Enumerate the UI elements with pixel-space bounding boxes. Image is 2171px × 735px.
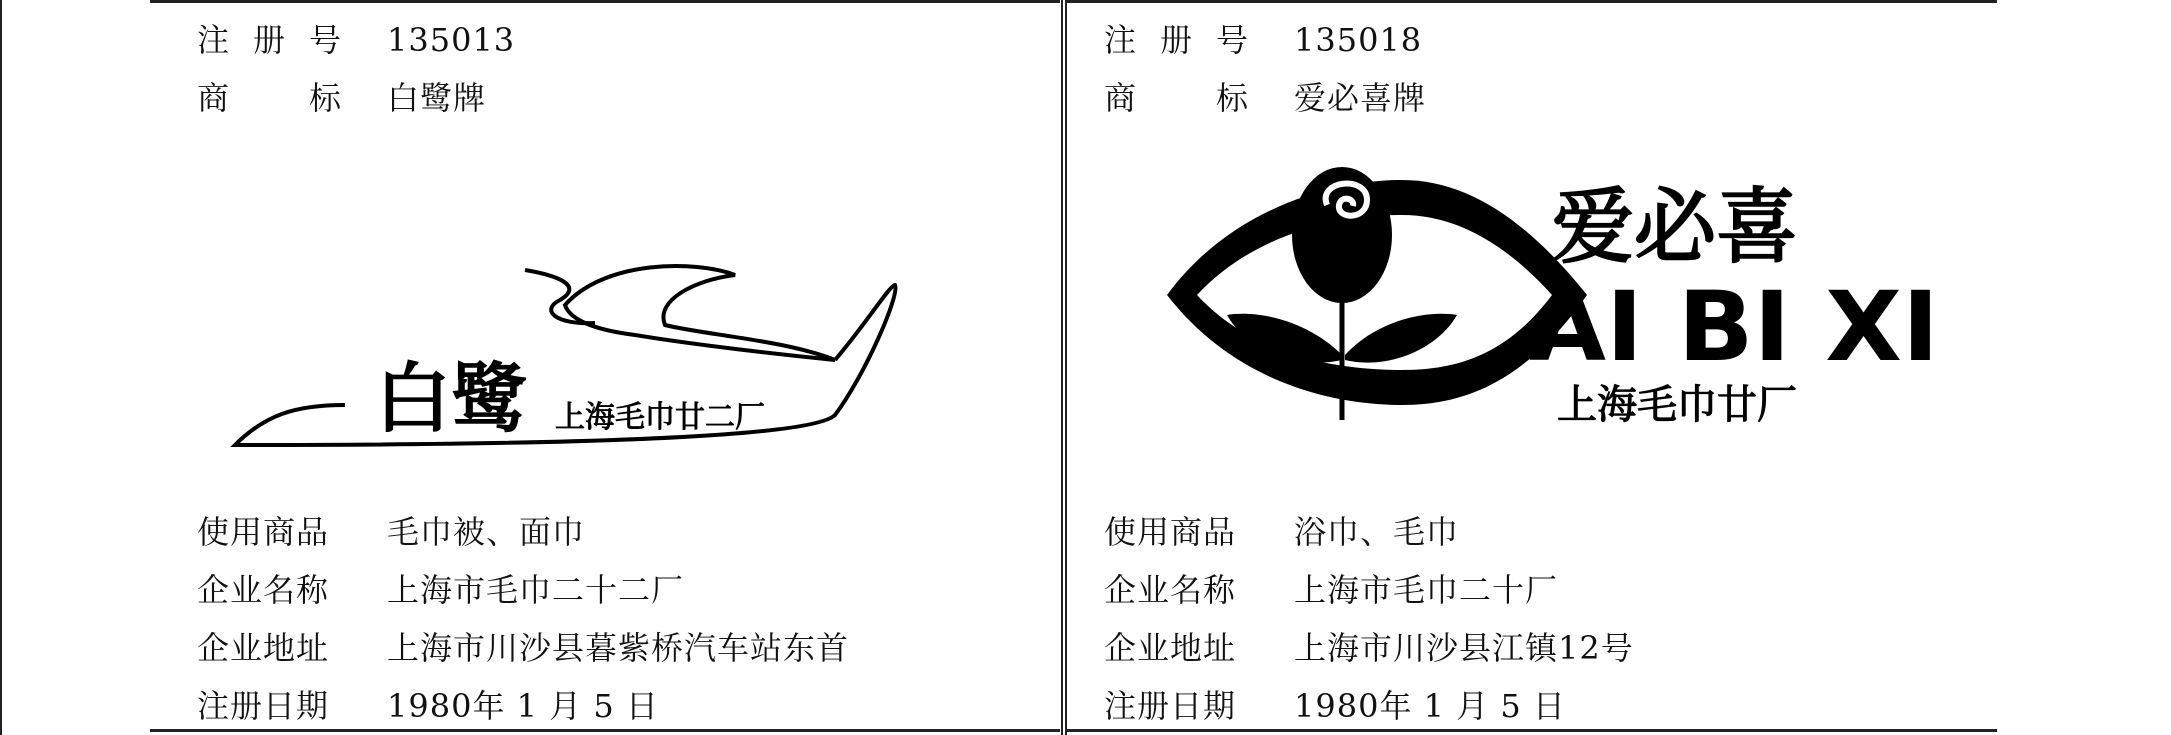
- goods-value: 浴巾、毛巾: [1294, 513, 1460, 551]
- address-value: 上海市川沙县江镇12号: [1294, 629, 1634, 667]
- reg-no-value: 135013: [387, 21, 516, 59]
- reg-date-value: 1980年 1 月 5 日: [387, 687, 659, 725]
- label-char: 商: [197, 79, 231, 117]
- goods-label: 使用商品: [1104, 513, 1237, 551]
- logo-factory-text: 上海毛巾廿厂: [1557, 382, 1797, 428]
- label-char: 注: [197, 21, 231, 59]
- address-label: 企业地址: [1104, 629, 1237, 667]
- company-label: 企业名称: [1104, 571, 1237, 609]
- label-char: 标: [1215, 79, 1249, 117]
- trademark-entry-right: [1067, 0, 2127, 735]
- label-char: 注: [1104, 21, 1138, 59]
- egret-logo: [225, 255, 915, 465]
- goods-value: 毛巾被、面巾: [387, 513, 586, 551]
- reg-no-label: [1104, 20, 1249, 60]
- logo-name-text: 白鹭: [375, 354, 527, 443]
- egret-logo-artwork: [225, 255, 915, 465]
- company-value: 上海市毛巾二十厂: [1294, 571, 1559, 609]
- reg-date-label: 注册日期: [197, 687, 330, 725]
- goods-label: 使用商品: [197, 513, 330, 551]
- trademark-label: [197, 78, 342, 118]
- label-char: 号: [308, 21, 342, 59]
- logo-pinyin-text: AI BI XI: [1529, 271, 1939, 383]
- company-value: 上海市毛巾二十二厂: [387, 571, 685, 609]
- aibixi-logo: [1167, 160, 1957, 430]
- trademark-value: 爱必喜牌: [1294, 79, 1427, 117]
- egret-wing-icon: [565, 266, 835, 360]
- label-char: 号: [1215, 21, 1249, 59]
- label-char: 册: [1159, 21, 1193, 59]
- trademark-entry-left: [0, 0, 1060, 735]
- logo-name-text: 爱必喜: [1552, 180, 1799, 275]
- reg-date-label: 注册日期: [1104, 687, 1237, 725]
- reg-no-value: 135018: [1294, 21, 1423, 59]
- egret-neck-icon: [525, 270, 595, 323]
- aibixi-logo-artwork: [1167, 160, 1957, 430]
- company-label: 企业名称: [197, 571, 330, 609]
- address-label: 企业地址: [197, 629, 330, 667]
- reg-no-label: [197, 20, 342, 60]
- rose-bud-icon: [1292, 167, 1392, 303]
- label-char: 标: [308, 79, 342, 117]
- address-value: 上海市川沙县暮紫桥汽车站东首: [387, 629, 850, 667]
- reg-date-value: 1980年 1 月 5 日: [1294, 687, 1566, 725]
- trademark-value: 白鹭牌: [387, 79, 487, 117]
- trademark-label: [1104, 78, 1249, 118]
- label-char: 商: [1104, 79, 1138, 117]
- logo-factory-text: 上海毛巾廿二厂: [555, 400, 765, 435]
- label-char: 册: [252, 21, 286, 59]
